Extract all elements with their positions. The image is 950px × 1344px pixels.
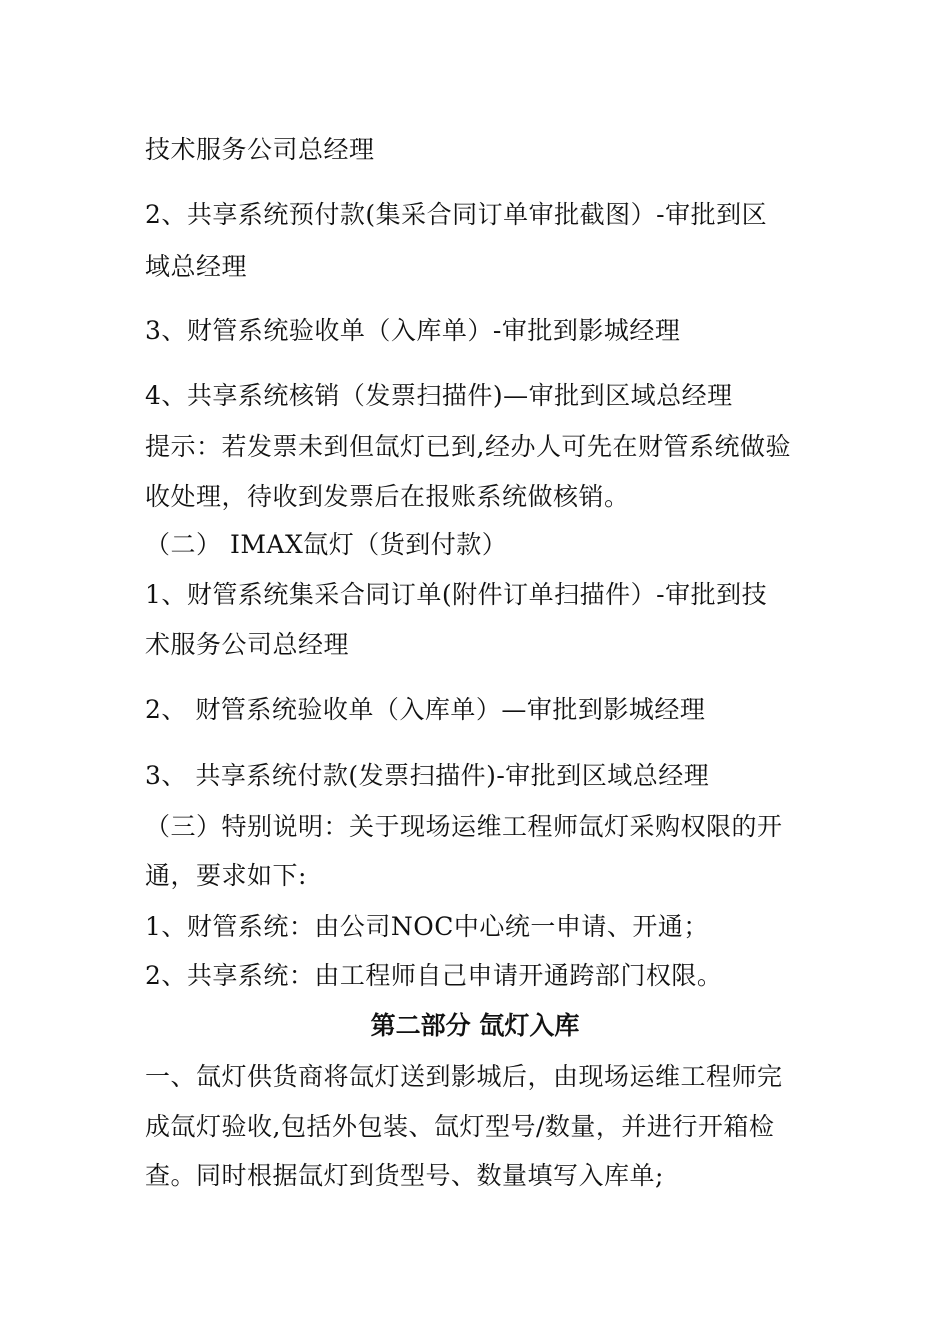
line-15: 1、财管系统：由公司NOC中心统一申请、开通； xyxy=(145,912,709,941)
line-5: 4、共享系统核销（发票扫描件)—审批到区域总经理 xyxy=(145,381,733,410)
line-11: 2、 财管系统验收单（入库单）—审批到影城经理 xyxy=(145,695,706,724)
tail-line-3: 查。同时根据氙灯到货型号、数量填写入库单; xyxy=(145,1161,664,1190)
line-12: 3、 共享系统付款(发票扫描件)-审批到区域总经理 xyxy=(145,761,710,790)
line-6: 提示：若发票未到但氙灯已到,经办人可先在财管系统做验 xyxy=(145,432,791,461)
line-3: 域总经理 xyxy=(145,252,248,281)
line-4: 3、财管系统验收单（入库单）-审批到影城经理 xyxy=(145,316,681,345)
line-7: 收处理，待收到发票后在报账系统做核销。 xyxy=(145,482,630,511)
line-13: （三）特别说明：关于现场运维工程师氙灯采购权限的开 xyxy=(145,812,783,841)
line-9: 1、财管系统集采合同订单(附件订单扫描件）-审批到技 xyxy=(145,580,768,609)
line-1: 技术服务公司总经理 xyxy=(145,135,375,164)
tail-line-2: 成氙灯验收,包括外包装、氙灯型号/数量，并进行开箱检 xyxy=(145,1112,775,1141)
line-16: 2、共享系统：由工程师自己申请开通跨部门权限。 xyxy=(145,961,723,990)
line-10: 术服务公司总经理 xyxy=(145,630,350,659)
section-heading: 第二部分 氙灯入库 xyxy=(370,1011,580,1040)
line-14: 通，要求如下: xyxy=(145,861,307,890)
line-8: （二） IMAX氙灯（货到付款） xyxy=(145,530,508,559)
line-2: 2、共享系统预付款(集采合同订单审批截图）-审批到区 xyxy=(145,200,768,229)
tail-line-1: 一、氙灯供货商将氙灯送到影城后，由现场运维工程师完 xyxy=(145,1062,783,1091)
